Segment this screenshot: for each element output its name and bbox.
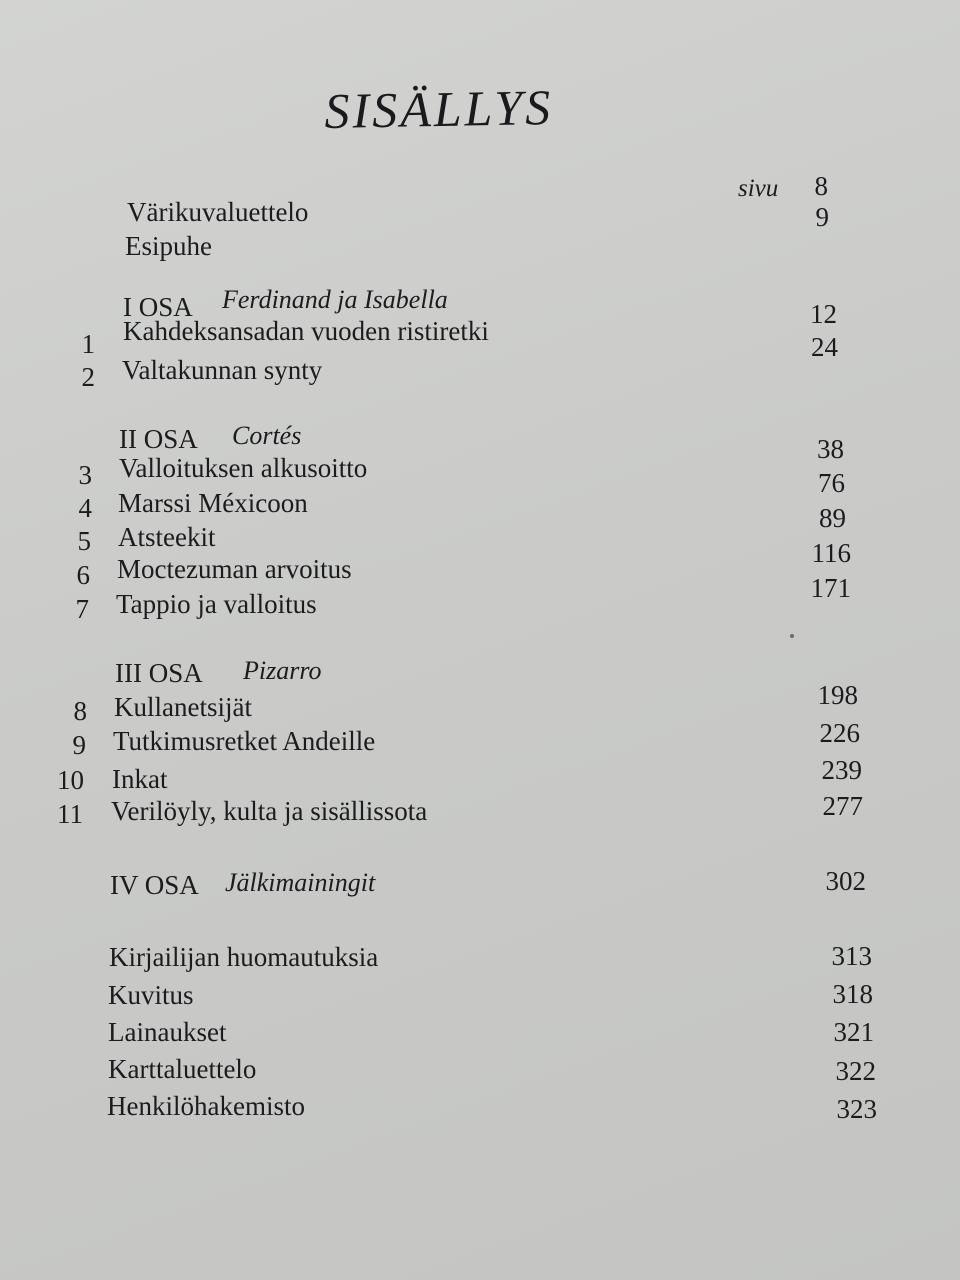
chapter-title-11: Verilöyly, kulta ja sisällissota: [111, 796, 428, 826]
chapter-number-8: 8: [73, 696, 87, 726]
chapter-number-11: 11: [57, 799, 83, 829]
back-matter-item-2: Kuvitus: [108, 980, 194, 1010]
front-matter-page-1: 8: [814, 171, 828, 201]
chapter-page-6: 116: [811, 538, 851, 568]
part-4-page: 302: [825, 866, 866, 896]
chapter-number-1: 1: [81, 329, 95, 359]
back-matter-page-2: 318: [832, 979, 873, 1009]
chapter-number-7: 7: [75, 594, 89, 624]
chapter-page-7: 171: [810, 573, 851, 603]
chapter-title-2: Valtakunnan synty: [122, 355, 323, 385]
chapter-title-6: Moctezuman arvoitus: [117, 554, 352, 584]
chapter-page-4: 76: [818, 468, 845, 498]
chapter-number-2: 2: [81, 362, 95, 392]
front-matter-item-1: Värikuvaluettelo: [127, 197, 309, 227]
part-4-title: Jälkimainingit: [225, 868, 376, 897]
part-3-label: III OSA: [115, 658, 203, 688]
front-matter-page-2: 9: [815, 202, 829, 232]
chapter-page-1: 12: [810, 299, 837, 329]
chapter-title-1: Kahdeksansadan vuoden ristiretki: [123, 316, 489, 346]
chapter-title-7: Tappio ja valloitus: [116, 589, 317, 619]
chapter-number-6: 6: [76, 560, 90, 590]
part-2-title: Cortés: [232, 421, 302, 450]
page-column-label: sivu: [738, 175, 779, 202]
chapter-page-5: 89: [819, 503, 846, 533]
back-matter-item-1: Kirjailijan huomautuksia: [109, 942, 379, 972]
chapter-number-5: 5: [77, 526, 91, 556]
chapter-page-3: 38: [817, 434, 844, 464]
chapter-page-10: 239: [821, 755, 862, 785]
chapter-page-9: 226: [819, 718, 860, 748]
part-3-title: Pizarro: [243, 656, 322, 685]
chapter-title-3: Valloituksen alkusoitto: [119, 453, 368, 483]
chapter-number-9: 9: [72, 730, 86, 760]
back-matter-page-4: 322: [835, 1056, 876, 1086]
back-matter-item-3: Lainaukset: [108, 1017, 227, 1047]
chapter-title-9: Tutkimusretket Andeille: [113, 726, 376, 756]
back-matter-page-3: 321: [833, 1017, 874, 1047]
part-1-label: I OSA: [123, 292, 193, 322]
front-matter-item-2: Esipuhe: [125, 231, 212, 261]
chapter-title-10: Inkat: [112, 764, 168, 794]
chapter-page-8: 198: [817, 680, 858, 710]
chapter-title-8: Kullanetsijät: [114, 692, 252, 722]
back-matter-item-4: Karttaluettelo: [108, 1054, 257, 1084]
back-matter-item-5: Henkilöhakemisto: [107, 1091, 305, 1121]
part-1-title: Ferdinand ja Isabella: [222, 285, 448, 314]
part-2-label: II OSA: [119, 424, 198, 454]
page-title: SISÄLLYS: [324, 79, 554, 139]
chapter-number-10: 10: [57, 765, 84, 795]
chapter-number-3: 3: [78, 460, 92, 490]
back-matter-page-5: 323: [836, 1094, 877, 1124]
chapter-title-4: Marssi Méxicoon: [118, 488, 308, 518]
back-matter-page-1: 313: [831, 941, 872, 971]
chapter-title-5: Atsteekit: [118, 522, 216, 552]
chapter-page-2: 24: [811, 332, 838, 362]
paper-speck: [790, 634, 794, 638]
part-4-label: IV OSA: [110, 870, 199, 900]
chapter-number-4: 4: [78, 493, 92, 523]
chapter-page-11: 277: [822, 791, 863, 821]
